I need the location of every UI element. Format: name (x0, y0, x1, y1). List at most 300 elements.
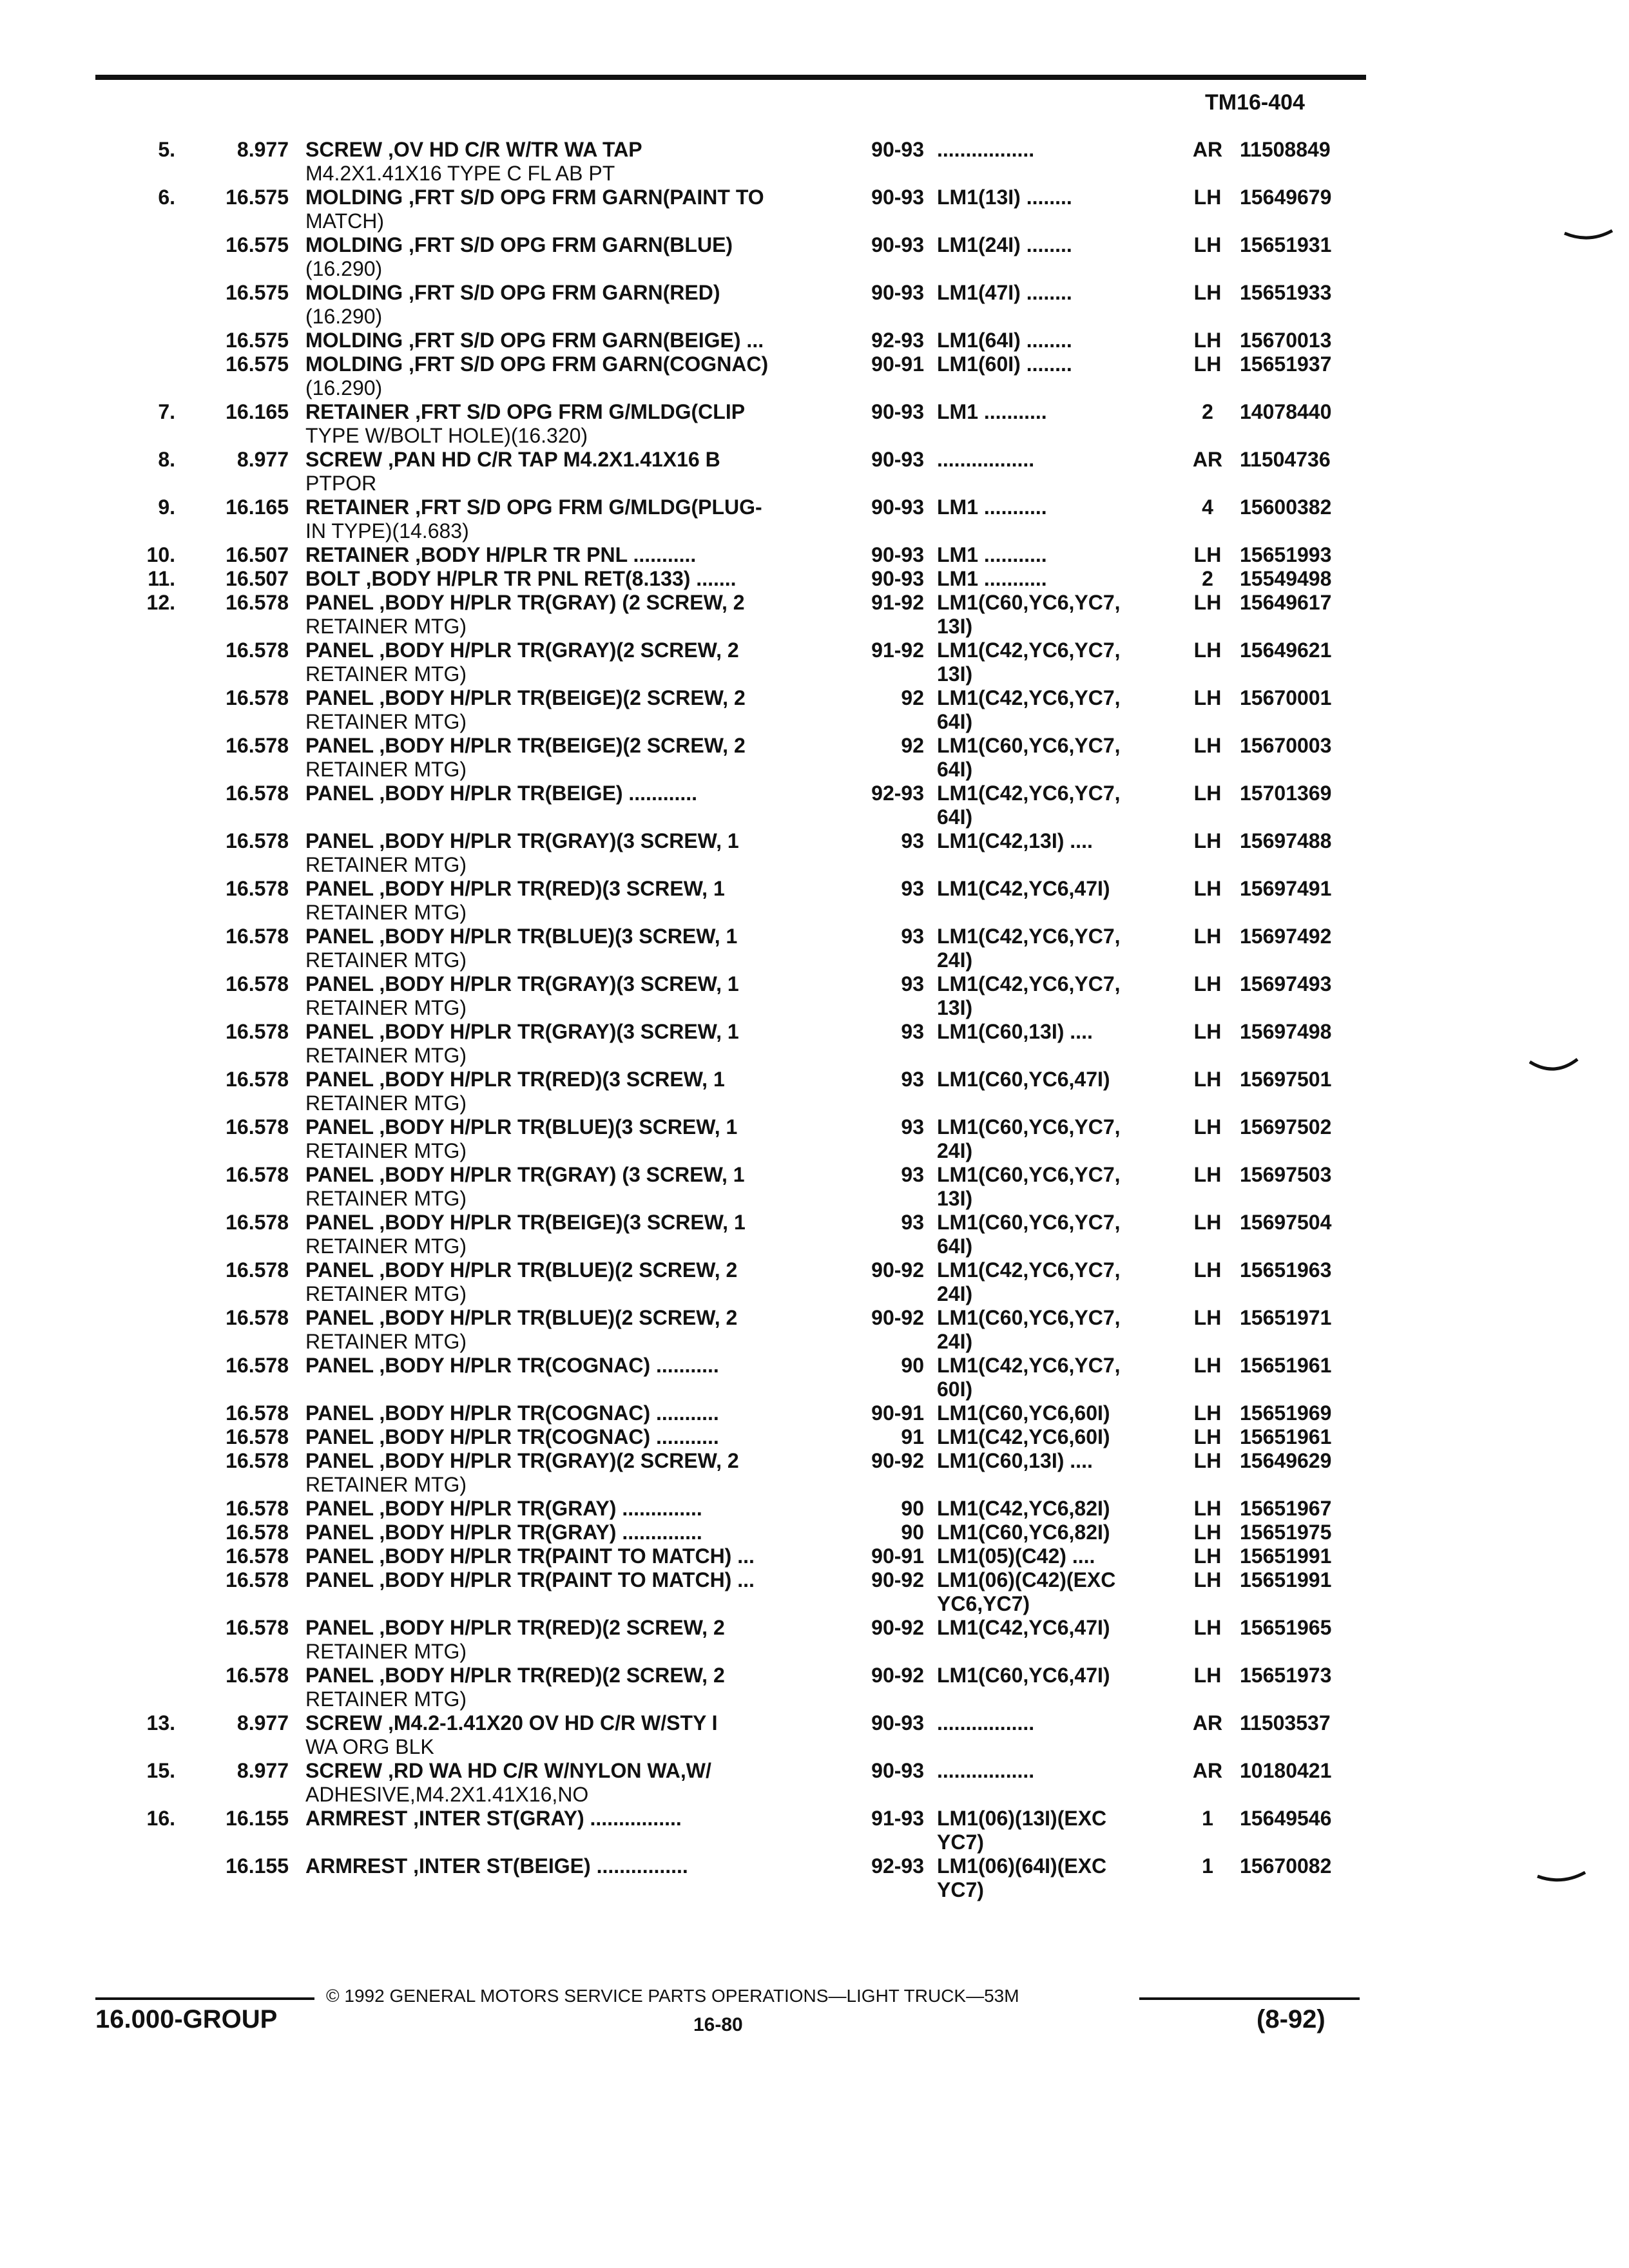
usage-code (937, 1711, 1175, 1735)
usage-code (937, 329, 1175, 352)
description-line-1: MOLDING ,FRT S/D OPG FRM GARN(PAINT TO (305, 186, 764, 209)
usage-code-line-1: LM1(06)(C42)(EXC (937, 1568, 1116, 1591)
part-number: 15670003 (1240, 734, 1332, 757)
usage-code-line-1: LM1(C60,YC6,YC7, (937, 1211, 1121, 1234)
model-years: 90-92 (871, 1306, 924, 1329)
group-number: 16.575 (226, 352, 289, 376)
group-number: 16.165 (226, 400, 289, 423)
description-line-1: MOLDING ,FRT S/D OPG FRM GARN(COGNAC) (305, 352, 769, 376)
usage-code (937, 352, 1175, 376)
model-years: 92-93 (871, 329, 924, 352)
description-line-1: ARMREST ,INTER ST(GRAY) ................ (305, 1807, 682, 1830)
description-line-2: RETAINER MTG) (305, 710, 467, 733)
usage-code (937, 782, 1175, 829)
description (305, 1521, 837, 1544)
usage-code (937, 1449, 1175, 1473)
table-row (0, 686, 1629, 734)
usage-code-line-2: 24I) (937, 948, 973, 972)
description-line-2: RETAINER MTG) (305, 1235, 467, 1258)
description-line-1: RETAINER ,BODY H/PLR TR PNL ........... (305, 543, 697, 566)
description-line-1: PANEL ,BODY H/PLR TR(GRAY)(2 SCREW, 2 (305, 1449, 739, 1472)
group-number: 16.578 (226, 1020, 289, 1043)
quantity: LH (1193, 1163, 1222, 1186)
part-number: 15697488 (1240, 829, 1332, 852)
usage-code-line-1: LM1(C42,YC6,YC7, (937, 1258, 1121, 1282)
description-line-1: SCREW ,OV HD C/R W/TR WA TAP (305, 138, 642, 161)
description-line-2: RETAINER MTG) (305, 1687, 467, 1711)
description-line-2: ADHESIVE,M4.2X1.41X16,NO (305, 1783, 589, 1806)
quantity: LH (1193, 829, 1222, 852)
usage-code (937, 1568, 1175, 1616)
model-years: 90-93 (871, 543, 924, 566)
footer-rule-right (1139, 1997, 1360, 2000)
footer-copyright: © 1992 GENERAL MOTORS SERVICE PARTS OPERATIONS—LIGHT TRUCK—53M (326, 1986, 1019, 2006)
description-line-2: PTPOR (305, 472, 377, 495)
usage-code-line-1: LM1(C42,YC6,60I) (937, 1425, 1110, 1448)
group-number: 16.578 (226, 1544, 289, 1568)
usage-code-line-1: LM1(06)(13I)(EXC (937, 1807, 1107, 1830)
group-number: 16.578 (226, 1425, 289, 1448)
description (305, 1306, 837, 1354)
part-number: 11503537 (1240, 1711, 1331, 1735)
usage-code (937, 281, 1175, 305)
description (305, 1497, 837, 1521)
description-line-1: PANEL ,BODY H/PLR TR(GRAY)(2 SCREW, 2 (305, 639, 739, 662)
description-line-2: (16.290) (305, 257, 383, 280)
description-line-2: RETAINER MTG) (305, 1473, 467, 1496)
document-id: TM16-404 (1205, 90, 1305, 115)
part-number: 15649617 (1240, 591, 1332, 614)
description-line-2: RETAINER MTG) (305, 1640, 467, 1663)
group-number: 8.977 (236, 448, 289, 471)
description-line-1: PANEL ,BODY H/PLR TR(COGNAC) ........... (305, 1401, 719, 1425)
quantity: LH (1193, 1425, 1222, 1448)
description-line-1: PANEL ,BODY H/PLR TR(GRAY)(3 SCREW, 1 (305, 1020, 739, 1043)
table-row (0, 1616, 1629, 1664)
usage-code-line-1: LM1(C60,YC6,YC7, (937, 1163, 1121, 1186)
table-row (0, 1211, 1629, 1258)
usage-code (937, 1306, 1175, 1354)
group-number: 16.578 (226, 686, 289, 709)
model-years: 90 (901, 1521, 924, 1544)
part-number: 15670001 (1240, 686, 1332, 709)
description-line-2: (16.290) (305, 376, 383, 399)
table-row (0, 329, 1629, 352)
table-row (0, 1711, 1629, 1759)
usage-code-line-1: LM1(C60,YC6,YC7, (937, 734, 1121, 757)
table-row (0, 567, 1629, 591)
group-number: 16.165 (226, 495, 289, 519)
model-years: 90-93 (871, 233, 924, 256)
table-row (0, 1854, 1629, 1902)
quantity: LH (1193, 1544, 1222, 1568)
description (305, 686, 837, 734)
table-row (0, 1568, 1629, 1616)
table-row (0, 1163, 1629, 1211)
part-number: 15651991 (1240, 1568, 1332, 1591)
binder-mark-2 (1528, 1058, 1579, 1076)
group-number: 16.578 (226, 829, 289, 852)
table-row (0, 448, 1629, 495)
quantity: LH (1193, 1115, 1222, 1139)
table-row (0, 1497, 1629, 1521)
part-number: 15697503 (1240, 1163, 1332, 1186)
part-number: 15697498 (1240, 1020, 1332, 1043)
usage-code (937, 495, 1175, 519)
table-row (0, 495, 1629, 543)
model-years: 93 (901, 877, 924, 900)
quantity: LH (1193, 233, 1222, 256)
description-line-1: PANEL ,BODY H/PLR TR(GRAY) (2 SCREW, 2 (305, 591, 745, 614)
usage-code-line-1: LM1(C60,YC6,YC7, (937, 1306, 1121, 1329)
usage-code (937, 639, 1175, 686)
part-number: 15649621 (1240, 639, 1332, 662)
group-number: 16.155 (226, 1854, 289, 1878)
quantity: LH (1193, 1211, 1222, 1234)
description-line-1: PANEL ,BODY H/PLR TR(GRAY) .............. (305, 1521, 702, 1544)
description (305, 138, 837, 186)
part-number: 11504736 (1240, 448, 1331, 471)
quantity: LH (1193, 1306, 1222, 1329)
usage-code (937, 1854, 1175, 1902)
description-line-2: RETAINER MTG) (305, 853, 467, 876)
table-row (0, 1115, 1629, 1163)
description (305, 1258, 837, 1306)
model-years: 90-93 (871, 1759, 924, 1782)
table-row (0, 1401, 1629, 1425)
model-years: 93 (901, 1020, 924, 1043)
description-line-2: RETAINER MTG) (305, 615, 467, 638)
description (305, 543, 837, 567)
group-number: 16.578 (226, 1521, 289, 1544)
part-number: 15649546 (1240, 1807, 1332, 1830)
usage-code-line-2: 13I) (937, 996, 973, 1019)
footer-rule-left (95, 1997, 314, 2000)
quantity: LH (1193, 686, 1222, 709)
model-years: 90-93 (871, 281, 924, 304)
usage-code (937, 138, 1175, 162)
description-line-1: MOLDING ,FRT S/D OPG FRM GARN(RED) (305, 281, 720, 304)
description-line-2: (16.290) (305, 305, 383, 328)
usage-code-line-1: LM1(13I) ........ (937, 186, 1072, 209)
description (305, 829, 837, 877)
group-number: 16.155 (226, 1807, 289, 1830)
description (305, 925, 837, 972)
group-number: 16.578 (226, 1449, 289, 1472)
quantity: LH (1193, 639, 1222, 662)
usage-code-line-1: LM1(64I) ........ (937, 329, 1072, 352)
description-line-1: PANEL ,BODY H/PLR TR(BEIGE)(2 SCREW, 2 (305, 686, 746, 709)
part-number: 15670013 (1240, 329, 1332, 352)
group-number: 16.575 (226, 329, 289, 352)
group-number: 8.977 (236, 1711, 289, 1735)
usage-code (937, 1807, 1175, 1854)
page-number: 16-80 (693, 2014, 743, 2035)
table-row (0, 1807, 1629, 1854)
usage-code (937, 233, 1175, 257)
description-line-1: PANEL ,BODY H/PLR TR(GRAY)(3 SCREW, 1 (305, 829, 739, 852)
part-number: 15651967 (1240, 1497, 1332, 1520)
item-number: 7. (158, 400, 175, 423)
description-line-1: BOLT ,BODY H/PLR TR PNL RET(8.133) ....... (305, 567, 737, 590)
quantity: LH (1193, 352, 1222, 376)
usage-code (937, 734, 1175, 782)
model-years: 90-93 (871, 1711, 924, 1735)
description-line-2: RETAINER MTG) (305, 1139, 467, 1162)
table-row (0, 1521, 1629, 1544)
description (305, 1020, 837, 1068)
quantity: 1 (1202, 1854, 1213, 1878)
description-line-1: PANEL ,BODY H/PLR TR(PAINT TO MATCH) ... (305, 1568, 755, 1591)
group-number: 16.578 (226, 1306, 289, 1329)
quantity: LH (1193, 591, 1222, 614)
part-number: 15651993 (1240, 543, 1332, 566)
description-line-1: PANEL ,BODY H/PLR TR(BEIGE)(3 SCREW, 1 (305, 1211, 746, 1234)
description-line-1: PANEL ,BODY H/PLR TR(RED)(2 SCREW, 2 (305, 1664, 725, 1687)
usage-code (937, 1163, 1175, 1211)
usage-code (937, 186, 1175, 209)
description-line-2: RETAINER MTG) (305, 996, 467, 1019)
model-years: 90 (901, 1497, 924, 1520)
description (305, 639, 837, 686)
usage-code (937, 1020, 1175, 1044)
description (305, 448, 837, 495)
usage-code-line-1: LM1(C42,YC6,YC7, (937, 639, 1121, 662)
binder-mark-1 (1563, 229, 1614, 247)
group-number: 16.578 (226, 1115, 289, 1139)
part-number: 15670082 (1240, 1854, 1332, 1878)
model-years: 93 (901, 1211, 924, 1234)
quantity: LH (1193, 782, 1222, 805)
description (305, 1568, 837, 1592)
usage-code-line-1: LM1(C42,YC6,82I) (937, 1497, 1110, 1520)
quantity: LH (1193, 877, 1222, 900)
description-line-1: PANEL ,BODY H/PLR TR(COGNAC) ........... (305, 1354, 719, 1377)
model-years: 92 (901, 686, 924, 709)
model-years: 93 (901, 972, 924, 995)
usage-code-line-2: YC6,YC7) (937, 1592, 1030, 1615)
usage-code-line-1: LM1(24I) ........ (937, 233, 1072, 256)
usage-code-line-2: 24I) (937, 1139, 973, 1162)
usage-code (937, 1425, 1175, 1449)
model-years: 92 (901, 734, 924, 757)
model-years: 93 (901, 1115, 924, 1139)
model-years: 93 (901, 829, 924, 852)
usage-code-line-1: ................. (937, 1711, 1035, 1735)
item-number: 15. (146, 1759, 175, 1782)
table-row (0, 352, 1629, 400)
table-row (0, 1425, 1629, 1449)
description-line-2: RETAINER MTG) (305, 1044, 467, 1067)
group-number: 16.578 (226, 1664, 289, 1687)
group-number: 16.578 (226, 1068, 289, 1091)
usage-code-line-1: LM1(C42,YC6,YC7, (937, 1354, 1121, 1377)
quantity: LH (1193, 1449, 1222, 1472)
part-number: 15697493 (1240, 972, 1332, 995)
table-row (0, 591, 1629, 639)
usage-code-line-2: 64I) (937, 710, 973, 733)
quantity: LH (1193, 1068, 1222, 1091)
model-years: 90-91 (871, 352, 924, 376)
group-number: 8.977 (236, 138, 289, 161)
parts-list (0, 138, 1629, 1902)
usage-code-line-1: LM1(06)(64I)(EXC (937, 1854, 1107, 1878)
quantity: 2 (1202, 400, 1213, 423)
usage-code (937, 567, 1175, 591)
usage-code-line-1: LM1(C60,13I) .... (937, 1020, 1093, 1043)
model-years: 90-92 (871, 1449, 924, 1472)
table-row (0, 1068, 1629, 1115)
binder-mark-3 (1536, 1871, 1586, 1889)
usage-code-line-1: LM1(C42,YC6,YC7, (937, 782, 1121, 805)
quantity: 1 (1202, 1807, 1213, 1830)
part-number: 15697501 (1240, 1068, 1332, 1091)
quantity: LH (1193, 1616, 1222, 1639)
description-line-1: MOLDING ,FRT S/D OPG FRM GARN(BLUE) (305, 233, 733, 256)
usage-code (937, 1354, 1175, 1401)
description (305, 1068, 837, 1115)
description-line-1: PANEL ,BODY H/PLR TR(RED)(3 SCREW, 1 (305, 877, 725, 900)
model-years: 91-92 (871, 639, 924, 662)
usage-code (937, 1258, 1175, 1306)
table-row (0, 1664, 1629, 1711)
description (305, 400, 837, 448)
description-line-2: RETAINER MTG) (305, 758, 467, 781)
footer-group-label: 16.000-GROUP (95, 2005, 278, 2033)
part-number: 15697504 (1240, 1211, 1332, 1234)
item-number: 12. (146, 591, 175, 614)
description-line-2: TYPE W/BOLT HOLE)(16.320) (305, 424, 588, 447)
table-row (0, 543, 1629, 567)
group-number: 16.575 (226, 186, 289, 209)
part-number: 15651961 (1240, 1425, 1332, 1448)
model-years: 90-92 (871, 1258, 924, 1282)
item-number: 8. (158, 448, 175, 471)
part-number: 15651933 (1240, 281, 1332, 304)
description-line-2: RETAINER MTG) (305, 1091, 467, 1115)
usage-code-line-2: YC7) (937, 1831, 984, 1854)
usage-code-line-2: 64I) (937, 758, 973, 781)
usage-code-line-1: LM1(05)(C42) .... (937, 1544, 1095, 1568)
table-row (0, 1354, 1629, 1401)
description-line-1: SCREW ,PAN HD C/R TAP M4.2X1.41X16 B (305, 448, 720, 471)
usage-code (937, 1664, 1175, 1687)
usage-code-line-1: LM1(C42,YC6,YC7, (937, 972, 1121, 995)
description-line-1: PANEL ,BODY H/PLR TR(GRAY) .............. (305, 1497, 702, 1520)
group-number: 16.578 (226, 639, 289, 662)
description-line-2: RETAINER MTG) (305, 1187, 467, 1210)
usage-code (937, 1521, 1175, 1544)
table-row (0, 734, 1629, 782)
item-number: 10. (146, 543, 175, 566)
model-years: 90-93 (871, 400, 924, 423)
description (305, 1544, 837, 1568)
usage-code (937, 591, 1175, 639)
table-row (0, 1759, 1629, 1807)
model-years: 91-92 (871, 591, 924, 614)
group-number: 16.578 (226, 591, 289, 614)
description-line-1: PANEL ,BODY H/PLR TR(PAINT TO MATCH) ... (305, 1544, 755, 1568)
usage-code-line-2: 13I) (937, 1187, 973, 1210)
usage-code-line-2: 24I) (937, 1330, 973, 1353)
usage-code-line-1: LM1(C42,13I) .... (937, 829, 1093, 852)
group-number: 16.578 (226, 782, 289, 805)
model-years: 92-93 (871, 782, 924, 805)
description (305, 1211, 837, 1258)
usage-code-line-1: LM1(C42,YC6,YC7, (937, 686, 1121, 709)
description (305, 734, 837, 782)
usage-code-line-1: LM1 ........... (937, 567, 1047, 590)
quantity: LH (1193, 543, 1222, 566)
description-line-1: PANEL ,BODY H/PLR TR(BLUE)(2 SCREW, 2 (305, 1306, 738, 1329)
part-number: 15651965 (1240, 1616, 1332, 1639)
model-years: 91 (901, 1425, 924, 1448)
part-number: 15701369 (1240, 782, 1332, 805)
description (305, 1854, 837, 1878)
description (305, 186, 837, 233)
description-line-1: PANEL ,BODY H/PLR TR(BLUE)(3 SCREW, 1 (305, 1115, 738, 1139)
group-number: 16.575 (226, 281, 289, 304)
item-number: 6. (158, 186, 175, 209)
description-line-1: PANEL ,BODY H/PLR TR(BLUE)(2 SCREW, 2 (305, 1258, 738, 1282)
item-number: 13. (146, 1711, 175, 1735)
group-number: 16.507 (226, 567, 289, 590)
description-line-1: PANEL ,BODY H/PLR TR(RED)(2 SCREW, 2 (305, 1616, 725, 1639)
description (305, 281, 837, 329)
usage-code (937, 1401, 1175, 1425)
table-row (0, 400, 1629, 448)
group-number: 16.575 (226, 233, 289, 256)
model-years: 93 (901, 1068, 924, 1091)
usage-code (937, 448, 1175, 472)
quantity: LH (1193, 186, 1222, 209)
table-row (0, 233, 1629, 281)
table-row (0, 972, 1629, 1020)
part-number: 15651991 (1240, 1544, 1332, 1568)
usage-code (937, 925, 1175, 972)
usage-code (937, 1211, 1175, 1258)
usage-code (937, 400, 1175, 424)
table-row (0, 639, 1629, 686)
model-years: 90-92 (871, 1568, 924, 1591)
part-number: 15649679 (1240, 186, 1332, 209)
quantity: LH (1193, 972, 1222, 995)
model-years: 90 (901, 1354, 924, 1377)
usage-code-line-2: YC7) (937, 1878, 984, 1901)
description-line-1: RETAINER ,FRT S/D OPG FRM G/MLDG(CLIP (305, 400, 746, 423)
group-number: 16.578 (226, 1354, 289, 1377)
quantity: LH (1193, 925, 1222, 948)
model-years: 93 (901, 925, 924, 948)
table-row (0, 1306, 1629, 1354)
usage-code-line-1: LM1(C60,YC6,47I) (937, 1664, 1110, 1687)
description-line-2: RETAINER MTG) (305, 1282, 467, 1305)
description (305, 1425, 837, 1449)
description-line-1: SCREW ,M4.2-1.41X20 OV HD C/R W/STY I (305, 1711, 718, 1735)
group-number: 16.507 (226, 543, 289, 566)
usage-code-line-1: LM1(C60,YC6,YC7, (937, 591, 1121, 614)
description-line-2: MATCH) (305, 209, 385, 233)
item-number: 11. (148, 567, 175, 590)
description (305, 1616, 837, 1664)
description-line-1: PANEL ,BODY H/PLR TR(GRAY)(3 SCREW, 1 (305, 972, 739, 995)
usage-code (937, 1616, 1175, 1640)
model-years: 90-91 (871, 1544, 924, 1568)
description-line-1: RETAINER ,FRT S/D OPG FRM G/MLDG(PLUG- (305, 495, 762, 519)
group-number: 16.578 (226, 1211, 289, 1234)
usage-code-line-1: LM1(C60,YC6,YC7, (937, 1115, 1121, 1139)
description-line-1: PANEL ,BODY H/PLR TR(RED)(3 SCREW, 1 (305, 1068, 725, 1091)
